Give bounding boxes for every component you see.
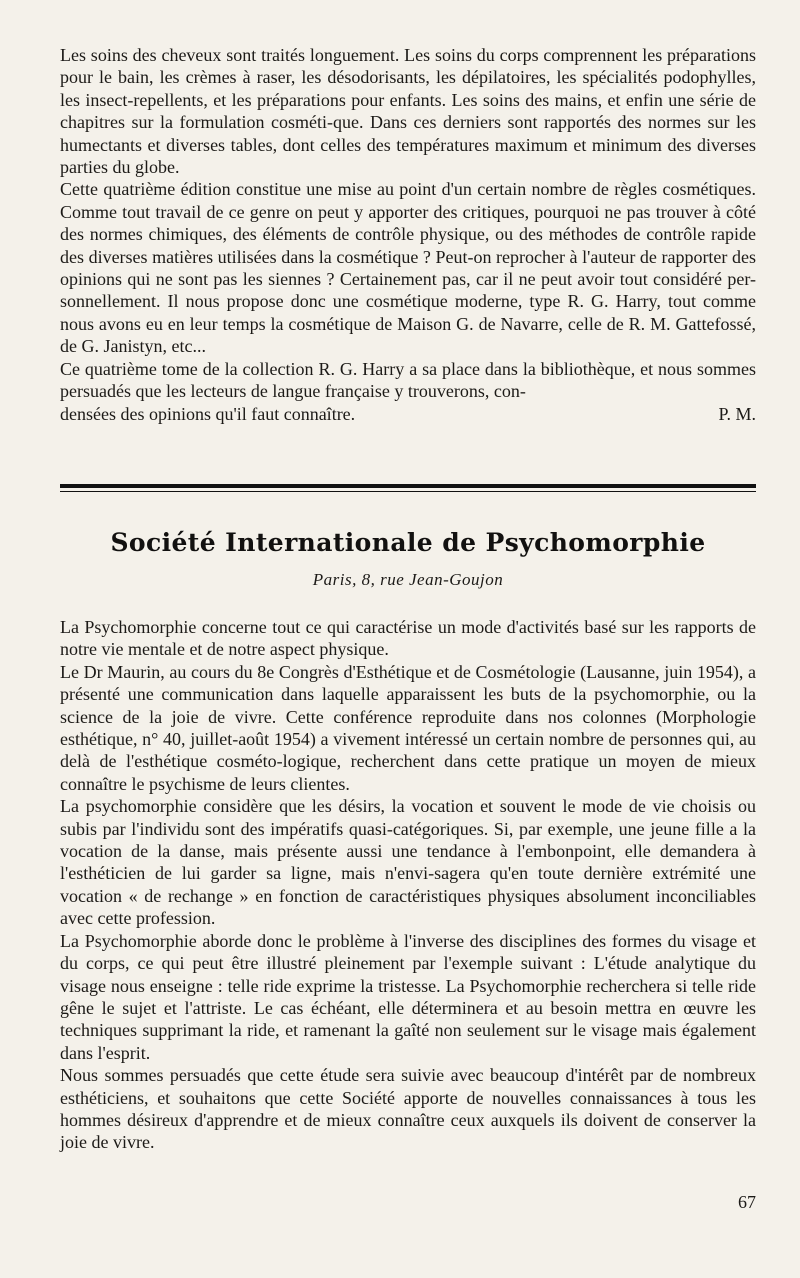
- review-paragraph: Cette quatrième édition constitue une mise au point d'un certain nombre de règles cosmétiques. Comme tout travail de ce genre on peut y apporter des critiques, pourquoi ne pas trouver à côté des normes chimiques, des éléments de contrôle physique, ou des méthodes de contrôle rapide des diverses matières utilisées dans la cosmétique ? Peut-on reprocher à l'auteur de rapporter des opinions qui ne sont pas les siennes ? Certainement pas, car il ne peut avoir tout considéré per-sonnellement. Il nous propose donc une cosmétique moderne, type R. G. Harry, tout comme nous avons eu en leur temps la cosmétique de Maison G. de Navarre, celle de R. M. Gattefossé, de G. Janistyn, etc...: [60, 179, 756, 357]
- article-title: Société Internationale de Psychomorphie: [110, 528, 706, 557]
- review-closing-line: [60, 403, 756, 425]
- page-number: 67: [738, 1192, 756, 1212]
- article-body: [60, 616, 756, 1154]
- book-review-section: [60, 44, 756, 425]
- review-paragraph: Ce quatrième tome de la collection R. G. Harry a sa place dans la bibliothèque, et nous sommes persuadés que les lecteurs de langue française y trouverons, con-: [60, 358, 756, 402]
- article-paragraph: La Psychomorphie concerne tout ce qui caractérise un mode d'activités basé sur les rapports de notre vie mentale et de notre aspect physique.: [60, 617, 756, 660]
- article-paragraph: La Psychomorphie aborde donc le problème à l'inverse des disciplines des formes du visage et du corps, ce qui peut être illustré pleinement par l'exemple suivant : L'étude analytique du visage nous enseigne : telle ride exprime la tristesse. La Psychomorphie recherchera si telle ride gêne le sujet et l'attriste. Le cas échéant, elle déterminera et au besoin mettra en œuvre les techniques supprimant la ride, et ramenant la gaîté non seulement sur le visage mais également dans l'esprit.: [60, 930, 756, 1063]
- section-divider-thick: [60, 484, 756, 488]
- review-paragraph: Les soins des cheveux sont traités longuement. Les soins du corps comprennent les préparations pour le bain, les crèmes à raser, les désodorisants, les dépilatoires, les spécialités podophylles, les insect-repellents, et les préparations pour enfants. Les soins des mains, et enfin une série de chapitres sur la formulation cosméti-que. Dans ces derniers sont rapportés des normes sur les humectants et diverses tables, dont celles des températures maximum et minimum des diverses parties du globe.: [60, 45, 756, 178]
- article-paragraph: La psychomorphie considère que les désirs, la vocation et souvent le mode de vie choisis ou subis par l'individu sont des impératifs quasi-catégoriques. Si, par exemple, une jeune fille a la vocation de la danse, mais présente aussi une tendance à l'embonpoint, elle demandera à l'esthéticien de lui garder sa ligne, mais n'envi-sagera qu'en toute dernière extrémité une vocation « de rechange » en fonction de caractéristiques physiques absolument inconciliables avec cette profession.: [60, 796, 756, 929]
- review-signature: P. M.: [718, 403, 756, 424]
- article-paragraph: Le Dr Maurin, au cours du 8e Congrès d'Esthétique et de Cosmétologie (Lausanne, juin 1954), a présenté une communication dans laquelle apparaissent les buts de la psychomorphie, ou la science de la joie de vivre. Cette conférence reproduite dans nos colonnes (Morphologie esthétique, n° 40, juillet-août 1954) a vivement intéressé un certain nombre de personnes qui, au delà de l'esthétique cosméto-logique, recherchent dans cette pratique un moyen de mieux connaître le psychisme de leurs clientes.: [60, 661, 756, 794]
- article-paragraph: Nous sommes persuadés que cette étude sera suivie avec beaucoup d'intérêt par de nombreux esthéticiens, et souhaitons que cette Société apporte de nouvelles connaissances à tous les hommes désireux d'apprendre et de mieux connaître ceux auxquels ils doivent de conserver la joie de vivre.: [60, 1065, 756, 1153]
- review-last-line: densées des opinions qu'il faut connaître.: [60, 403, 356, 424]
- section-divider-thin: [60, 491, 756, 492]
- article-subtitle: Paris, 8, rue Jean-Goujon: [312, 570, 504, 589]
